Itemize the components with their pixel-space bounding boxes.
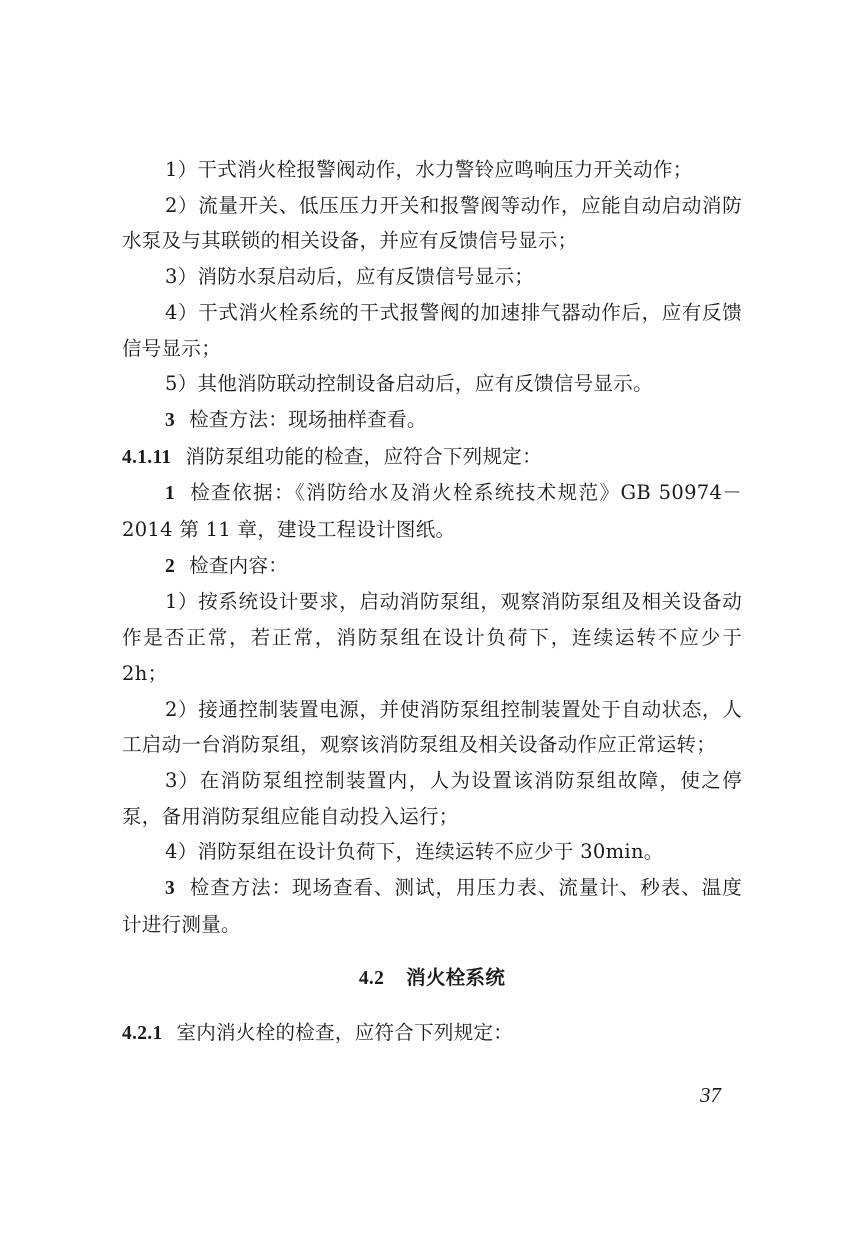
list-item: 4）干式消火栓系统的干式报警阀的加速排气器动作后，应有反馈信号显示；	[122, 300, 742, 360]
item-text: 检查方法：现场抽样查看。	[189, 407, 427, 431]
check-basis-item	[122, 475, 742, 547]
clause-4-2-1	[122, 1015, 742, 1052]
section-title: 消火栓系统	[406, 966, 506, 990]
clause-4-1-11	[122, 439, 742, 476]
list-item: 2）接通控制装置电源，并使消防泵组控制装置处于自动状态，人工启动一台消防泵组，观察该消防泵组及相关设备动作应正常运转；	[122, 697, 742, 757]
item-number: 3	[165, 878, 176, 900]
list-item: 3）消防水泵启动后，应有反馈信号显示；	[165, 265, 535, 289]
item-text: 检查依据：《消防给水及消火栓系统技术规范》GB 50974－2014 第 11 章，建设工程设计图纸。	[122, 481, 742, 542]
clause-number: 4.1.11	[122, 446, 172, 468]
page-number: 37	[700, 1083, 721, 1107]
item-number: 3	[165, 409, 176, 431]
list-item: 4）消防泵组在设计负荷下，连续运转不应少于 30min。	[165, 840, 664, 864]
check-content-item	[122, 548, 742, 585]
list-item: 5）其他消防联动控制设备启动后，应有反馈信号显示。	[165, 372, 653, 396]
clause-text: 消防泵组功能的检查，应符合下列规定：	[185, 444, 542, 468]
body-text	[122, 152, 742, 1052]
section-number: 4.2	[358, 968, 385, 990]
item-text: 检查方法：现场查看、测试，用压力表、流量计、秒表、温度计进行测量。	[122, 876, 742, 936]
item-text: 检查内容：	[189, 553, 289, 577]
item-number: 2	[165, 555, 176, 577]
section-heading	[122, 960, 742, 997]
list-item: 3）在消防泵组控制装置内，人为设置该消防泵组故障，使之停泵，备用消防泵组应能自动投入运行；	[122, 768, 742, 828]
list-item: 1）干式消火栓报警阀动作，水力警铃应鸣响压力开关动作；	[165, 158, 693, 181]
clause-text: 室内消火栓的检查，应符合下列规定：	[176, 1021, 514, 1045]
list-item: 2）流量开关、低压压力开关和报警阀等动作，应能自动启动消防水泵及与其联锁的相关设备，并应有反馈信号显示；	[122, 193, 742, 253]
list-item: 1）按系统设计要求，启动消防泵组，观察消防泵组及相关设备动作是否正常，若正常，消防泵组在设计负荷下，连续运转不应少于 2h；	[122, 590, 742, 685]
item-number: 1	[165, 483, 176, 505]
check-method-item	[122, 402, 742, 439]
clause-number: 4.2.1	[122, 1023, 163, 1045]
check-method-item	[122, 870, 742, 942]
